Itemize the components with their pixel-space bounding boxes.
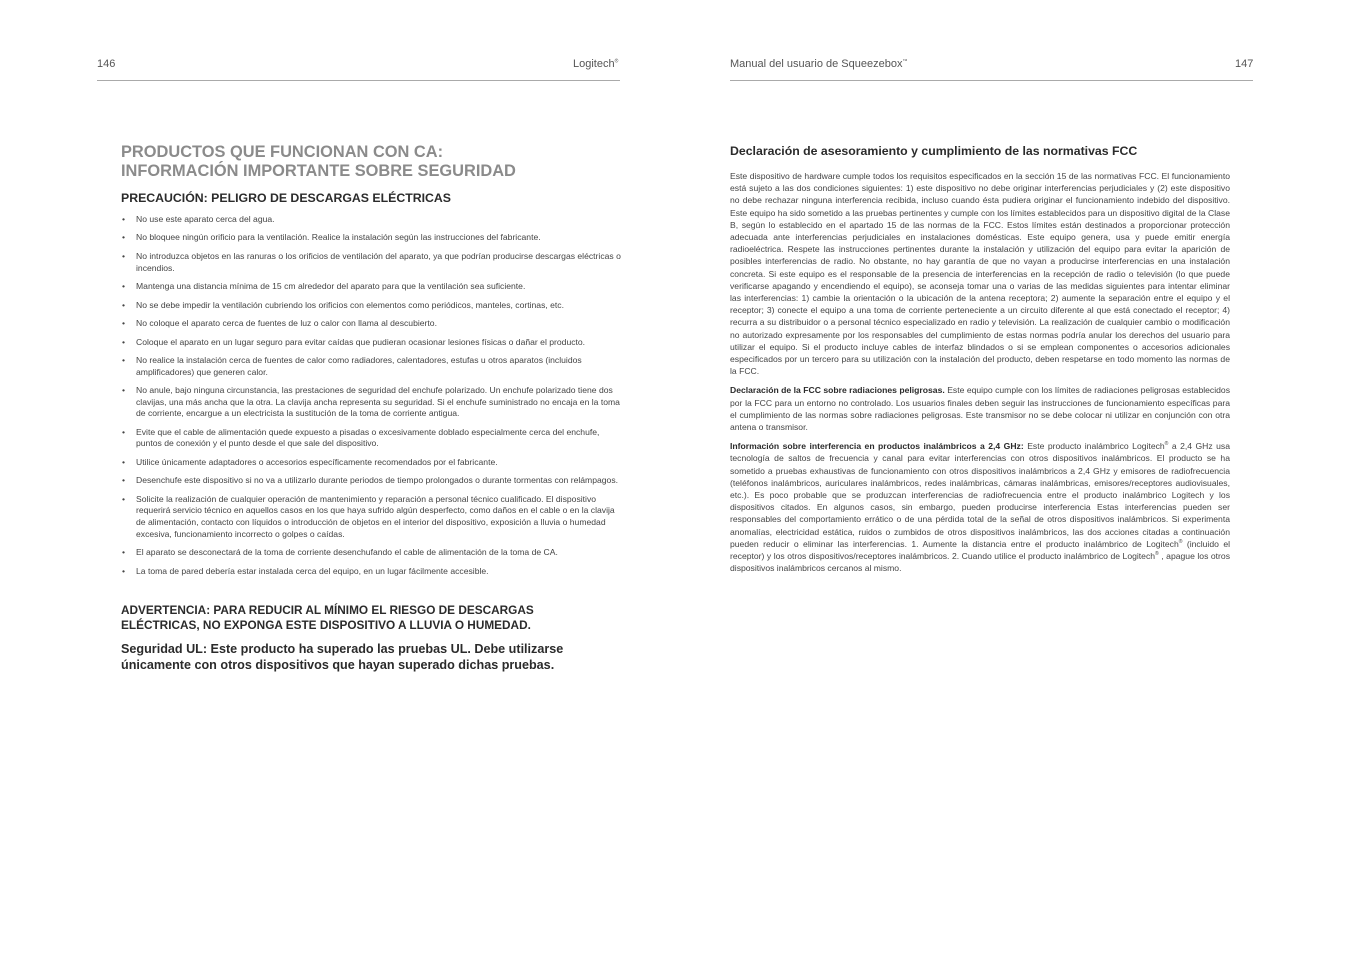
page-number-left: 146 (97, 58, 116, 70)
bullet-item (121, 281, 621, 293)
header-brand (573, 58, 618, 70)
page-title (121, 143, 621, 181)
bullet-text: La toma de pared debería estar instalada cerca del equipo, en un lugar fácilmente accesible. (136, 565, 489, 576)
bullet-item (121, 385, 621, 420)
bullet-dot: • (122, 336, 126, 347)
warning-text (121, 603, 621, 632)
page-number-right: 147 (1235, 58, 1254, 70)
bullet-text: Evite que el cable de alimentación quede expuesto a pisadas o excesivamente doblado especialmente cerca del enchufe, puntos de conexión y el punto desde el que sale del dispositivo. (136, 426, 600, 449)
bullet-dot: • (122, 299, 126, 310)
title-line-2: INFORMACIÓN IMPORTANTE SOBRE SEGURIDAD (121, 162, 516, 180)
bullet-text: No realice la instalación cerca de fuentes de calor como radiadores, calentadores, estufas u otros aparatos (incluidos amplificadores) que generen calor. (136, 354, 582, 377)
bullet-item (121, 494, 621, 540)
bullet-text: No bloquee ningún orificio para la ventilación. Realice la instalación según las instrucciones del fabricante. (136, 232, 541, 243)
fcc-body: Este dispositivo de hardware cumple todos los requisitos especificados en la sección 15 de las normativas FCC. El funcionamiento está sujeto a las dos condiciones siguientes: 1) este dispositivo no debe originar interferencias perjudiciales y (2) este dispositivo no debe rechazar ninguna interferencia recibida, incluso cuando ésta pudiera originar el funcionamiento indebido del dispositivo. Este equipo ha sido sometido a las pruebas pertinentes y cumple con los límites establecidos para un dispositivo digital de la Clase B, según lo establecido en el apartado 15 de las normas de la FCC. Estos límites están destinados a proporcionar protección adecuada ante interferencias perjudiciales en instalaciones domésticas. Este equipo genera, usa y puede emitir energía radioeléctrica. Respete las instrucciones pertinentes durante la instalación y utilización del equipo para evitar la aparición de posibles interferencias de radio. No obstante, no hay garantía de que no vayan a producirse interferencias en una instalación concreta. Si este equipo es el responsable de la presencia de interferencias en la recepción de radio o televisión (lo que puede verificarse apagando y encendiendo el equipo), se aconseja tomar una o varias de las medidas siguientes para intentar eliminar las interferencias: 1) cambie la orientación o la ubicación de la antena receptora; 2) aumente la separación entre el equipo y el receptor; 3) conecte el equipo a una toma de corriente perteneciente a un circuito diferente al que está conectado el receptor; 4) recurra a su distribuidor o a personal técnico especializado en radio y televisión. La realización de cualquier cambio o modificación no autorizado expresamente por los responsables del cumplimiento de estas normas podría anular los derechos del usuario para utilizar el equipo. Si el producto incluye cables de interfaz blindados o si se emplean componentes o accesorios adicionales especificados por un tercero para su utilización con la instalación del producto, deben respetarse en todo momento las normas de la FCC. (730, 171, 1230, 377)
ul-line-2: únicamente con otros dispositivos que hayan superado dichas pruebas. (121, 658, 555, 673)
bullet-item (121, 318, 621, 330)
right-page (675, 0, 1351, 954)
caution-heading: PRECAUCIÓN: PELIGRO DE DESCARGAS ELÉCTRICAS (121, 191, 451, 205)
bullet-text: No use este aparato cerca del agua. (136, 214, 275, 224)
registered-mark: ® (1178, 539, 1183, 546)
warning-line-2: ELÉCTRICAS, NO EXPONGA ESTE DISPOSITIVO A LLUVIA O HUMEDAD. (121, 617, 531, 632)
bullet-item (121, 547, 621, 559)
bullet-text: No introduzca objetos en las ranuras o los orificios de ventilación del aparato, ya que podrían producirse descargas eléctricas o incendios. (136, 250, 621, 273)
bullet-dot: • (122, 493, 126, 504)
bullet-dot: • (122, 354, 126, 365)
registered-mark: ® (1155, 551, 1159, 558)
bullet-item (121, 232, 621, 244)
header-brand-text: Logitech (573, 58, 615, 70)
bullet-dot: • (122, 426, 126, 437)
bullet-dot: • (122, 565, 126, 576)
header-rule-left (97, 80, 620, 81)
bullet-dot: • (122, 456, 126, 467)
safety-bullet-list (121, 214, 621, 577)
bullet-dot: • (122, 547, 126, 558)
wireless-label: Información sobre interferencia en productos inalámbricos a 2,4 GHz: (730, 441, 1024, 452)
bullet-text: No se debe impedir la ventilación cubriendo los orificios con elementos como periódicos, manteles, cortinas, etc. (136, 299, 564, 310)
fcc-heading: Declaración de asesoramiento y cumplimiento de las normativas FCC (730, 144, 1138, 158)
bullet-item (121, 566, 621, 578)
bullet-text: Desenchufe este dispositivo si no va a utilizarlo durante periodos de tiempo prolongados o durante tormentas con relámpagos. (136, 475, 619, 486)
bullet-item (121, 300, 621, 312)
wireless-body-4: , apague los otros dispositivos inalámbricos cercanos al mismo. (730, 551, 1230, 574)
ul-line-1: Seguridad UL: Este producto ha superado las pruebas UL. Debe utilizarse (121, 642, 564, 657)
ul-safety-text (121, 641, 621, 673)
registered-mark: ® (1164, 441, 1169, 448)
wireless-body-1: Este producto inalámbrico Logitech (1023, 441, 1165, 452)
wireless-paragraph (730, 440, 1230, 574)
bullet-dot: • (122, 281, 126, 292)
bullet-item (121, 355, 621, 378)
radiation-paragraph (730, 384, 1230, 433)
bullet-text: No coloque el aparato cerca de fuentes de luz o calor con llama al descubierto. (136, 318, 437, 329)
left-page (0, 0, 675, 954)
bullet-text: Utilice únicamente adaptadores o accesorios específicamente recomendados por el fabricante. (136, 456, 498, 467)
bullet-dot: • (122, 250, 126, 261)
bullet-item (121, 214, 621, 226)
header-rule-right (730, 80, 1253, 81)
header-manual-title-text: Manual del usuario de Squeezebox (730, 58, 903, 70)
right-content (730, 143, 1230, 582)
bullet-item (121, 337, 621, 349)
bullet-item (121, 475, 621, 487)
bullet-item (121, 427, 621, 450)
bullet-dot: • (122, 385, 126, 396)
wireless-body-3: (incluido el receptor) y los otros dispositivos/receptores inalámbricos. 2. Cuando utilice el producto inalámbrico de Logitech (730, 538, 1231, 562)
bullet-text: Mantenga una distancia mínima de 15 cm alrededor del aparato para que la ventilación sea suficiente. (136, 281, 526, 292)
bullet-text: Solicite la realización de cualquier operación de mantenimiento y reparación a personal técnico cualificado. El dispositivo requerirá servicio técnico en aquellos casos en los que haya sufrido algún desperfecto, como daños en el cable o en la clavija de alimentación, contacto con líquidos o introducción de objetos en el interior del dispositivo, exposición a lluvia o humedad excesiva, funcionamiento incorrecto o golpes o caídas. (136, 493, 615, 539)
bullet-dot: • (122, 475, 126, 486)
header-manual-title (730, 58, 907, 70)
registered-mark: ® (614, 58, 619, 65)
warning-line-1: ADVERTENCIA: PARA REDUCIR AL MÍNIMO EL RIESGO DE DESCARGAS (121, 603, 534, 618)
bullet-item (121, 457, 621, 469)
left-content (121, 143, 621, 673)
radiation-label: Declaración de la FCC sobre radiaciones peligrosas. (730, 385, 945, 396)
bullet-dot: • (122, 232, 126, 243)
bullet-item (121, 251, 621, 274)
trademark-mark: ™ (902, 58, 908, 65)
bullet-text: No anule, bajo ninguna circunstancia, las prestaciones de seguridad del enchufe polarizado. Un enchufe polarizado tiene dos clavijas, una más ancha que la otra. La clavija ancha representa su seguridad. Si el enchufe suministrado no encaja en la toma de corriente, encargue a un electricista la sustitución de la toma de corriente antigua. (136, 385, 620, 419)
title-line-1: PRODUCTOS QUE FUNCIONAN CON CA: (121, 143, 444, 161)
radiation-body: Este equipo cumple con los límites de radiaciones peligrosas establecidos por la FCC para un entorno no controlado. Los usuarios finales deben seguir las instrucciones de funcionamiento específicas para el cumplimiento de las normas sobre radiaciones peligrosas. Este transmisor no se debe colocar ni utilizar en conjunción con otra antena o transmisor. (730, 385, 1230, 433)
bullet-text: El aparato se desconectará de la toma de corriente desenchufando el cable de alimentación de la toma de CA. (136, 547, 558, 558)
bullet-dot: • (122, 318, 126, 329)
bullet-text: Coloque el aparato en un lugar seguro para evitar caídas que pudieran ocasionar lesiones físicas o dañar el producto. (136, 336, 586, 347)
wireless-body-2: a 2,4 GHz usa tecnología de saltos de frecuencia y canal para evitar interferencias con otros dispositivos inalámbricos. El producto se ha sometido a pruebas exhaustivas de funcionamiento con otros dispositivos inalámbricos a 2,4 GHz y emisores de radiofrecuencia (teléfonos inalámbricos, auriculares inalámbricos, redes inalámbricas, cámaras inalámbricas, emisores/receptores audiovisuales, etc.). Es poco probable que se produzcan interferencias de radiofrecuencia entre el producto inalámbrico Logitech y los dispositivos citados. En algunos casos, sin embargo, pueden producirse interferencia Estas interferencias pueden ser responsables del comportamiento errático o de una pérdida total de la señal de otros dispositivos inalámbricos. Si experimenta anomalías, electricidad estática, ruidos o zumbidos de otros dispositivos inalámbricos, las dos acciones citadas a continuación pueden reducir o eliminar las interferencias. 1. Aumente la distancia entre el producto inalámbrico de Logitech (730, 441, 1230, 549)
bullet-dot: • (122, 214, 126, 224)
